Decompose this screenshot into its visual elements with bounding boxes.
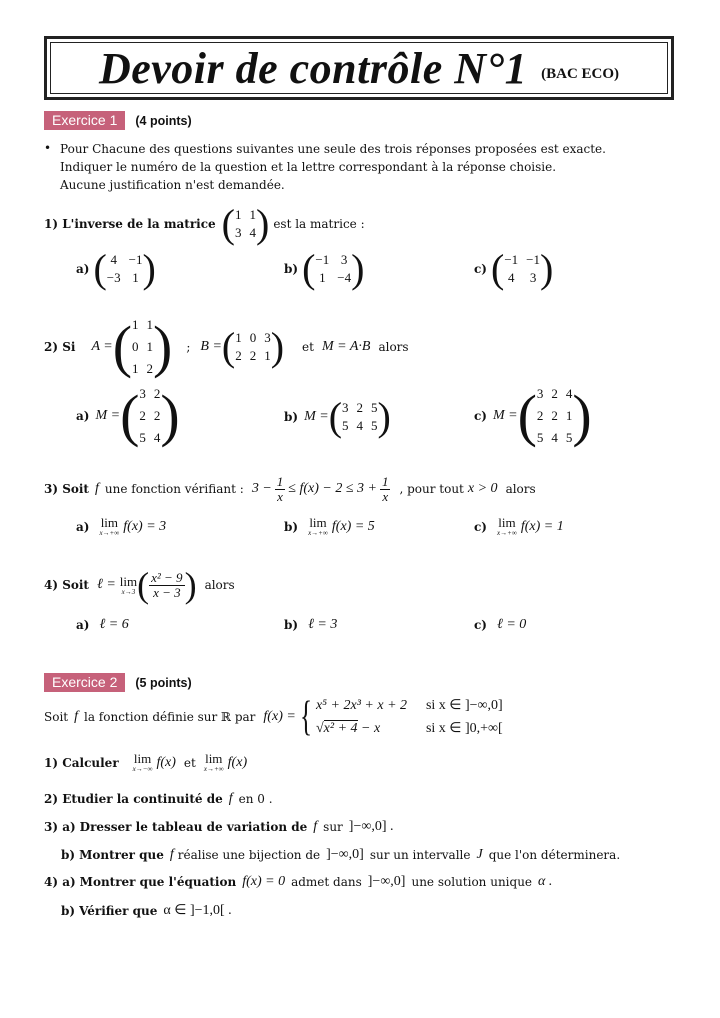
intro-bullet: • xyxy=(44,141,52,155)
exercise2-badge: Exercice 2 xyxy=(44,673,125,692)
page-title: Devoir de contrôle N°1 xyxy=(98,43,528,93)
ex2-q4b: b) Vérifier que α ∈ ]−1,0[ . xyxy=(61,903,232,918)
exercise2-points: (5 points) xyxy=(135,675,192,690)
q2-option-a: a) M = ( 3 2 2 2 5 4 ) xyxy=(76,383,180,448)
q2-option-c: c) M = ( 3 2 4 2 2 1 5 4 5 ) xyxy=(474,383,592,448)
q2-statement: 2) Si A = ( 1 1 0 1 1 2 ) ; B = ( 1 0 3 2 2 1 ) et M = A·B alors xyxy=(44,314,409,379)
exercise1-points: (4 points) xyxy=(135,113,192,128)
q3-option-a: a) lim x→+∞ f(x) = 3 xyxy=(76,515,167,537)
q4-statement: 4) Soit ℓ = lim x→3 ( $\frac{\text{x² − 9}}{x - 3}$ ) alors xyxy=(44,565,235,605)
q1-option-c: c) ( −1 −1 4 3 ) xyxy=(474,246,554,291)
q1-option-a: a) ( 4 −1 −3 1 ) xyxy=(76,246,156,291)
ex2-q3a: 3) a) Dresser le tableau de variation de f sur ]−∞,0] . xyxy=(44,819,394,834)
q3-option-b: b) lim x→+∞ f(x) = 5 xyxy=(284,515,375,537)
matrix-A: 1 1 0 1 1 2 xyxy=(132,317,154,376)
page-subtitle: (BAC ECO) xyxy=(541,65,620,82)
ex2-q1: 1) Calculer lim x→−∞ f(x) et lim x→+∞ f(x) xyxy=(44,751,248,773)
intro-line: Indiquer le numéro de la question et la lettre correspondant à la réponse choisie. xyxy=(60,160,557,174)
q4-option-a: a) ℓ = 6 xyxy=(76,617,129,632)
intro-line: Aucune justification n'est demandée. xyxy=(60,178,285,192)
q1-statement: 1) L'inverse de la matrice ( 1 1 3 4 ) est la matrice : xyxy=(44,201,365,246)
q2-option-b: b) M = ( 3 2 5 5 4 5 ) xyxy=(284,394,391,439)
exercise1-header xyxy=(44,111,192,130)
intro-line: Pour Chacune des questions suivantes une seule des trois réponses proposées est exacte. xyxy=(60,142,606,156)
q4-option-c: c) ℓ = 0 xyxy=(474,617,527,632)
exercise1-badge: Exercice 1 xyxy=(44,111,125,130)
q1-matrix: 1 1 3 4 xyxy=(234,207,256,240)
matrix-B: 1 0 3 2 2 1 xyxy=(235,330,271,363)
q4-option-b: b) ℓ = 3 xyxy=(284,617,338,632)
q3-statement: 3) Soit f une fonction vérifiant : 3 − $\frac{1}{x}$ ≤ f(x) − 2 ≤ 3 + $\frac{1}{x}$ , pour tout x > 0 alors xyxy=(44,473,536,504)
exercise2-header xyxy=(44,673,192,692)
q3-option-c: c) lim x→+∞ f(x) = 1 xyxy=(474,515,564,537)
q1-option-b: b) ( −1 3 1 −4 ) xyxy=(284,246,365,291)
ex2-q2: 2) Etudier la continuité de f en 0 . xyxy=(44,791,273,806)
ex2-q3b: b) Montrer que f réalise une bijection de ]−∞,0] sur un intervalle J que l'on déterminera. xyxy=(61,847,621,862)
ex2-q4a: 4) a) Montrer que l'équation f(x) = 0 admet dans ]−∞,0] une solution unique α . xyxy=(44,874,553,889)
function-definition: Soit f la fonction définie sur ℝ par f(x) = { x⁵ + 2x³ + x + 2 si x ∈ ]−∞,0] √x² + 4 − x si x ∈ ]0,+∞[ xyxy=(44,694,503,740)
title-box xyxy=(44,36,674,100)
